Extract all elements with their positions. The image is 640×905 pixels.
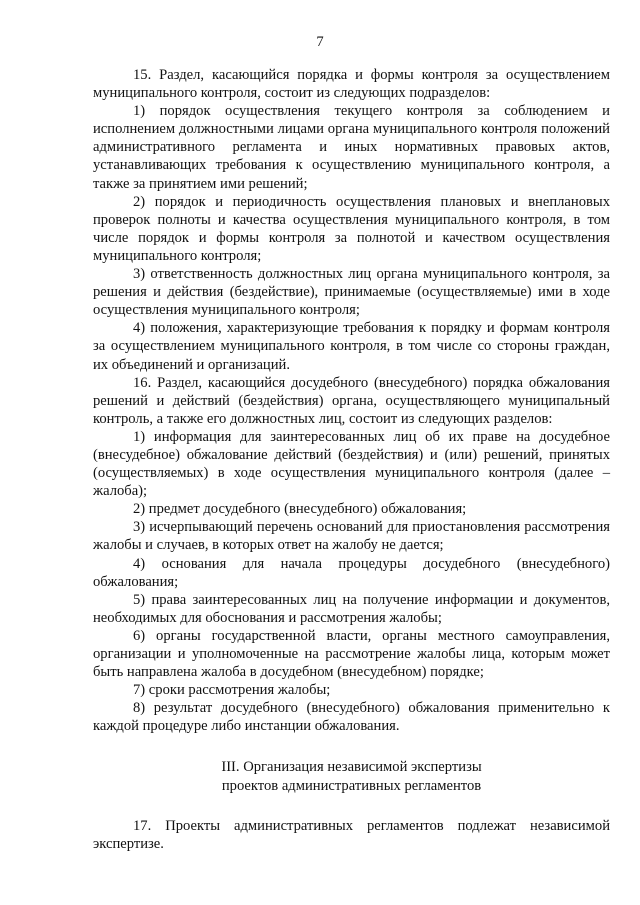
section-heading xyxy=(93,758,610,794)
list-item-16-7: 7) сроки рассмотрения жалобы; xyxy=(133,682,331,699)
section-heading-line-2: проектов административных регламентов xyxy=(221,777,482,794)
list-item-15-3: 3) ответственность должностных лиц органа муниципального контроля, за решения и действия (бездействие), принимаемые (осуществляемые) ими в ходе осуществления муниципального контроля; xyxy=(93,266,610,319)
list-item-16-1: 1) информация для заинтересованных лиц об их праве на досудебное (внесудебное) обжалование действий (бездействия) и (или) решений, принятых (осуществляемых) в ходе осуществления муниципального контроля (далее – жалоба); xyxy=(93,428,610,500)
list-item-16-2: 2) предмет досудебного (внесудебного) обжалования; xyxy=(133,501,467,518)
paragraph-17: 17. Проекты административных регламентов подлежат независимой экспертизе. xyxy=(93,817,610,852)
list-item-16-6: 6) органы государственной власти, органы местного самоуправления, организации и уполномоченные на рассмотрение жалобы лица, которым может быть направлена жалоба в досудебном (внесудебном) порядке; xyxy=(93,627,610,681)
document-body xyxy=(93,66,610,853)
list-item-15-2: 2) порядок и периодичность осуществления плановых и внеплановых проверок полноты и качества осуществления муниципального контроля, в том числе порядок и формы контроля за полнотой и качеством осуществления муниципального контроля; xyxy=(93,193,610,264)
list-item-16-5: 5) права заинтересованных лиц на получение информации и документов, необходимых для обоснования и рассмотрения жалобы; xyxy=(93,591,610,626)
list-item-16-8: 8) результат досудебного (внесудебного) обжалования применительно к каждой процедуре либо инстанции обжалования. xyxy=(93,700,610,735)
list-item-16-3: 3) исчерпывающий перечень оснований для приостановления рассмотрения жалобы и случаев, в которых ответ на жалобу не дается; xyxy=(93,519,610,554)
page-number: 7 xyxy=(316,34,324,50)
paragraph-15: 15. Раздел, касающийся порядка и формы контроля за осуществлением муниципального контроля, состоит из следующих подразделов: xyxy=(93,67,610,102)
list-item-15-1: 1) порядок осуществления текущего контроля за соблюдением и исполнением должностными лицами органа муниципального контроля положений административного регламента и иных нормативных правовых актов, устанавливающих требования к осуществлению муниципального контроля, а также за принятием ими решений; xyxy=(93,103,610,192)
paragraph-16: 16. Раздел, касающийся досудебного (внесудебного) порядка обжалования решений и действий (бездействия) органа, осуществляющего муниципальный контроль, а также его должностных лиц, состоит из следующих разделов: xyxy=(93,374,610,427)
list-item-16-4: 4) основания для начала процедуры досудебного (внесудебного) обжалования; xyxy=(93,555,610,590)
section-heading-line-1: III. Организация независимой экспертизы xyxy=(221,759,482,776)
list-item-15-4: 4) положения, характеризующие требования к порядку и формам контроля за осуществлением муниципального контроля, в том числе со стороны граждан, их объединений и организаций. xyxy=(93,320,610,373)
